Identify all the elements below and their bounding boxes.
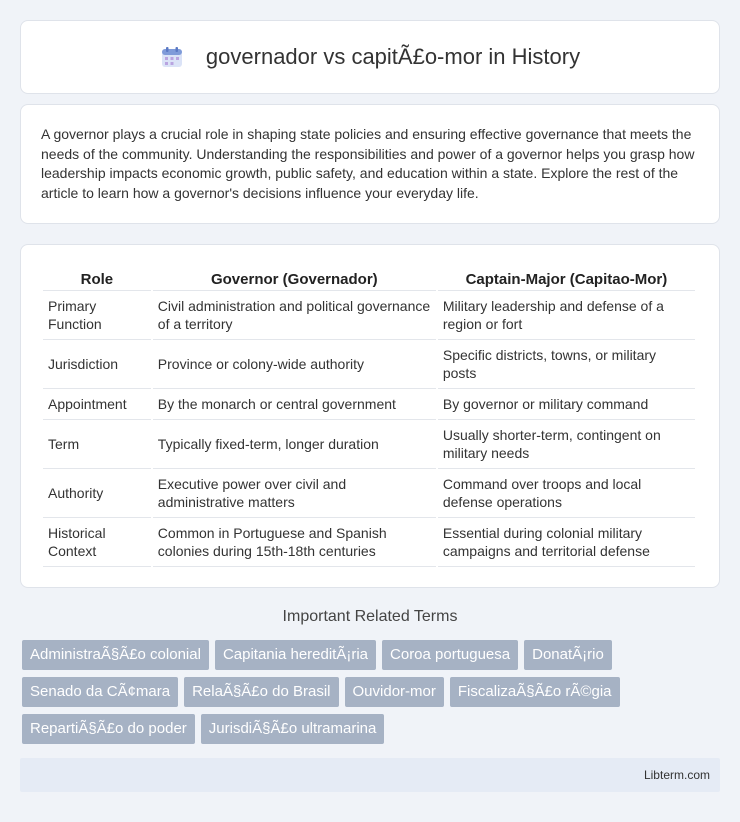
table-cell-captain: Essential during colonial military campaigns and territorial defense bbox=[438, 518, 695, 567]
header-captain-major: Captain-Major (Capitao-Mor) bbox=[438, 265, 695, 291]
table-header-row bbox=[43, 265, 695, 291]
table-cell-governor: Executive power over civil and administrative matters bbox=[153, 469, 436, 518]
table-cell-captain: Command over troops and local defense operations bbox=[438, 469, 695, 518]
related-term-tag[interactable]: RepartiÃ§Ã£o do poder bbox=[22, 714, 195, 744]
related-terms-list bbox=[22, 640, 722, 751]
table-cell-role: Primary Function bbox=[43, 291, 151, 340]
table-row bbox=[43, 340, 695, 389]
related-term-tag[interactable]: AdministraÃ§Ã£o colonial bbox=[22, 640, 209, 670]
title-card bbox=[20, 20, 720, 94]
header-role: Role bbox=[43, 265, 151, 291]
table-cell-captain: Military leadership and defense of a region or fort bbox=[438, 291, 695, 340]
table-cell-role: Authority bbox=[43, 469, 151, 518]
table-cell-role: Term bbox=[43, 420, 151, 469]
comparison-card bbox=[20, 244, 720, 588]
footer bbox=[20, 758, 720, 792]
calendar-icon bbox=[160, 45, 184, 69]
related-terms-title: Important Related Terms bbox=[282, 608, 458, 625]
related-term-tag[interactable]: Capitania hereditÃ¡ria bbox=[215, 640, 376, 670]
table-cell-governor: Province or colony-wide authority bbox=[153, 340, 436, 389]
table-cell-captain: Usually shorter-term, contingent on military needs bbox=[438, 420, 695, 469]
footer-brand-link[interactable]: Libterm.com bbox=[643, 768, 710, 782]
table-row bbox=[43, 291, 695, 340]
table-cell-captain: By governor or military command bbox=[438, 389, 695, 420]
table-cell-captain: Specific districts, towns, or military posts bbox=[438, 340, 695, 389]
table-cell-governor: By the monarch or central government bbox=[153, 389, 436, 420]
related-term-tag[interactable]: FiscalizaÃ§Ã£o rÃ©gia bbox=[450, 677, 620, 707]
related-term-tag[interactable]: DonatÃ¡rio bbox=[524, 640, 612, 670]
table-cell-governor: Typically fixed-term, longer duration bbox=[153, 420, 436, 469]
table-row bbox=[43, 518, 695, 567]
intro-paragraph: A governor plays a crucial role in shaping state policies and ensuring effective governance that meets the needs of the community. Understanding the responsibilities and power of a governor helps you grasp how leadership impacts economic growth, public safety, and education within a state. Explore the rest of the article to learn how a governor's decisions influence your everyday life. bbox=[41, 126, 695, 201]
table-cell-governor: Common in Portuguese and Spanish colonies during 15th-18th centuries bbox=[153, 518, 436, 567]
related-term-tag[interactable]: JurisdiÃ§Ã£o ultramarina bbox=[201, 714, 385, 744]
table-cell-role: Historical Context bbox=[43, 518, 151, 567]
related-term-tag[interactable]: Coroa portuguesa bbox=[382, 640, 518, 670]
table-row bbox=[43, 389, 695, 420]
table-cell-role: Appointment bbox=[43, 389, 151, 420]
comparison-table bbox=[41, 265, 697, 567]
header-governor: Governor (Governador) bbox=[153, 265, 436, 291]
table-cell-role: Jurisdiction bbox=[43, 340, 151, 389]
table-cell-governor: Civil administration and political governance of a territory bbox=[153, 291, 436, 340]
page-title: governador vs capitÃ£o-mor in History bbox=[205, 44, 581, 69]
related-term-tag[interactable]: Ouvidor-mor bbox=[345, 677, 444, 707]
table-row bbox=[43, 469, 695, 518]
related-term-tag[interactable]: RelaÃ§Ã£o do Brasil bbox=[184, 677, 338, 707]
table-row bbox=[43, 420, 695, 469]
related-term-tag[interactable]: Senado da CÃ¢mara bbox=[22, 677, 178, 707]
intro-card bbox=[20, 104, 720, 224]
